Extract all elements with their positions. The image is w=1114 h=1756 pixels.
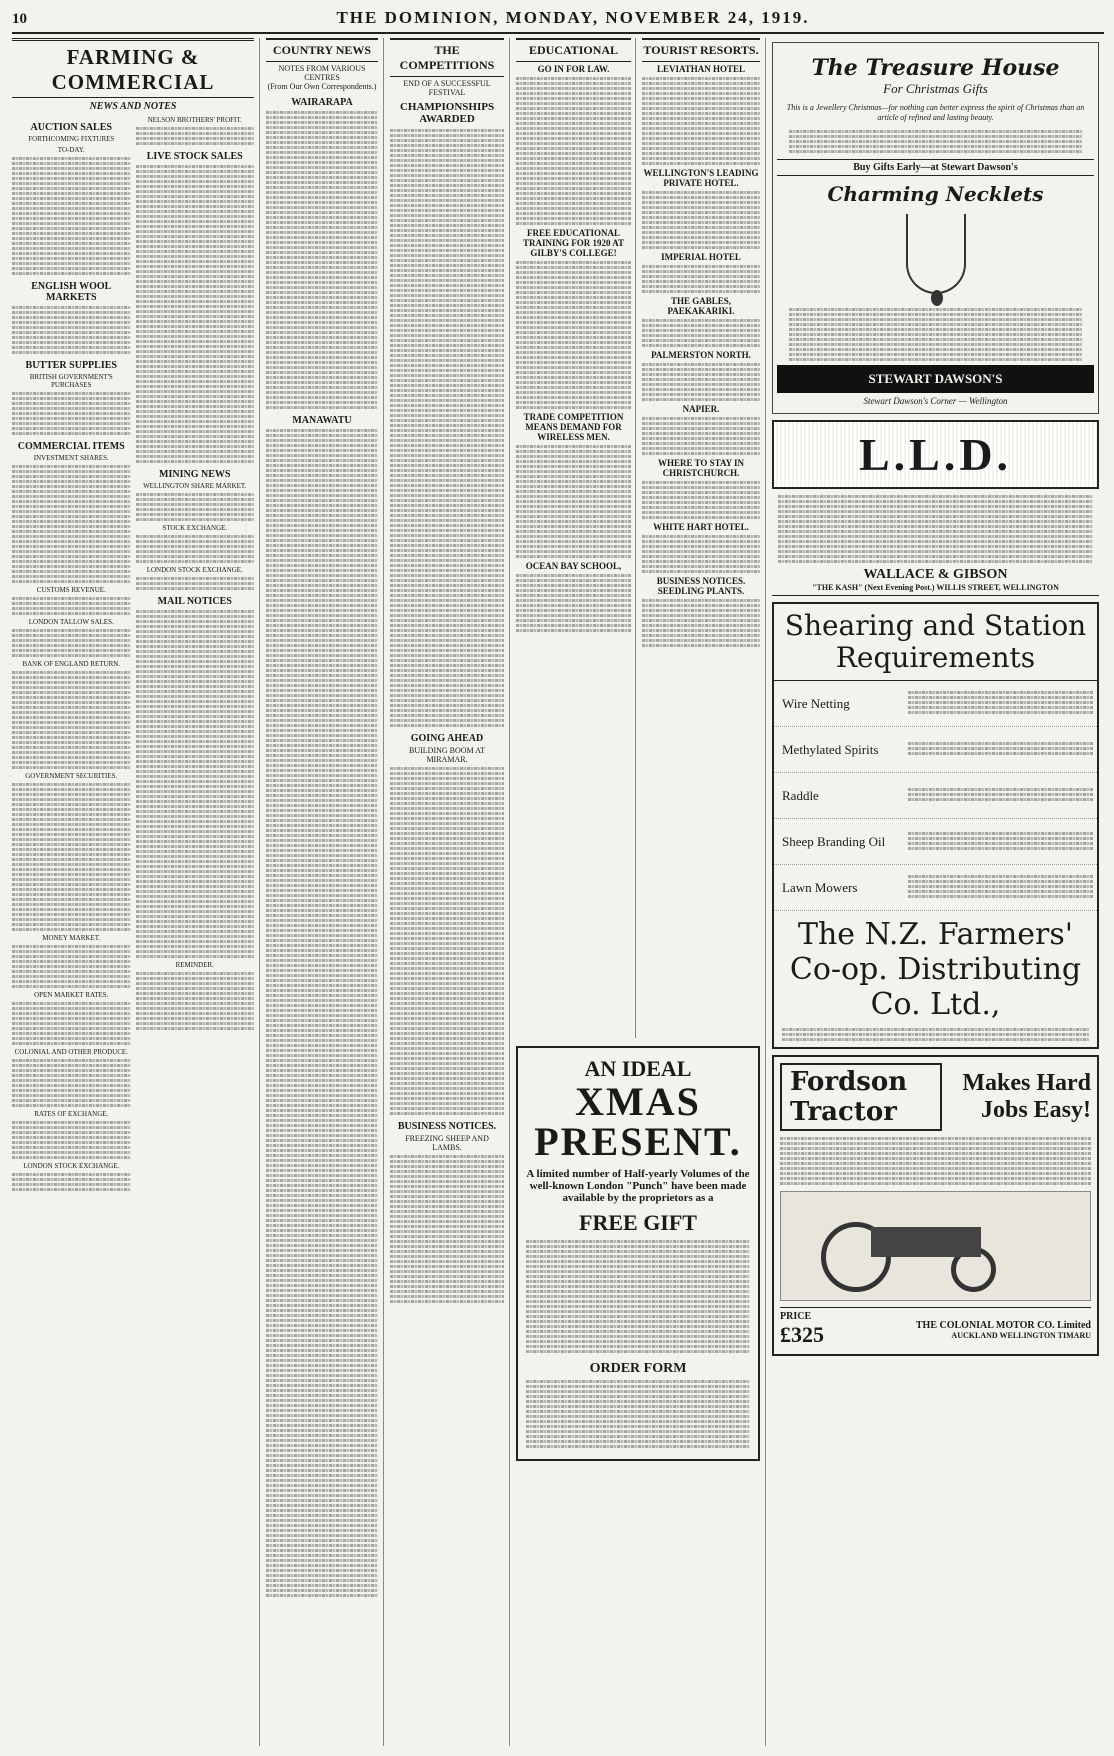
government-head: GOVERNMENT SECURITIES.: [25, 772, 118, 780]
building-boom-head: BUILDING BOOM AT MIRAMAR.: [409, 746, 485, 764]
xmas-punch-text: A limited number of Half-yearly Volumes of the well-known London "Punch" have been made available by the proprietors as a: [526, 1168, 750, 1204]
seedling-head: SEEDLING PLANTS.: [657, 586, 745, 596]
open-market-head: OPEN MARKET RATES.: [34, 991, 109, 999]
competitions-sub: END OF A SUCCESSFUL FESTIVAL: [403, 79, 491, 97]
farming-commercial-column: [12, 38, 260, 1746]
wallace-gibson: WALLACE & GIBSON: [863, 566, 1008, 582]
forthcoming-head: FORTHCOMING FIXTURES: [28, 135, 115, 143]
auction-sales-head: AUCTION SALES: [30, 122, 112, 133]
treasure-house-ad: [772, 42, 1099, 414]
order-form-title: ORDER FORM: [589, 1361, 687, 1376]
country-news-sub: NOTES FROM VARIOUS CENTRES: [278, 64, 366, 82]
item-lawn-mowers: Lawn Mowers: [782, 879, 858, 895]
exchange-head: RATES OF EXCHANGE.: [34, 1110, 109, 1118]
necklace-illustration: [906, 214, 966, 294]
masthead: [12, 8, 1104, 34]
investment-head: INVESTMENT SHARES.: [33, 454, 109, 462]
commercial-items-head: COMMERCIAL ITEMS: [17, 441, 125, 452]
wool-markets-head: ENGLISH WOOL MARKETS: [31, 281, 112, 303]
item-methylated: Methylated Spirits: [782, 741, 879, 757]
treasure-title: The Treasure House: [811, 55, 1060, 81]
christchurch-head: WHERE TO STAY IN CHRISTCHURCH.: [657, 458, 745, 478]
napier-head: NAPIER.: [682, 404, 720, 414]
motor-branches: AUCKLAND WELLINGTON TIMARU: [951, 1330, 1091, 1340]
country-news-from: (From Our Own Correspondents.): [267, 82, 377, 91]
reminder-head: REMINDER.: [175, 961, 214, 969]
fordson-ad: [772, 1055, 1099, 1356]
going-ahead-head: GOING AHEAD: [410, 733, 484, 744]
tallow-head: LONDON TALLOW SALES.: [28, 618, 114, 626]
championships-head: CHAMPIONSHIPS AWARDED: [399, 101, 495, 125]
educational-title: EDUCATIONAL: [516, 38, 631, 62]
shearing-ad: [772, 602, 1099, 1049]
page-number: 10: [12, 11, 27, 27]
stock-exchange-head: LONDON STOCK EXCHANGE.: [23, 1162, 120, 1170]
customs-head: CUSTOMS REVENUE.: [36, 586, 106, 594]
xmas-title: XMAS PRESENT.: [534, 1079, 742, 1164]
palmerston-head: PALMERSTON NORTH.: [651, 350, 751, 360]
business-notices-head: BUSINESS NOTICES.: [397, 1121, 497, 1132]
leviathan-head: LEVIATHAN HOTEL: [656, 64, 746, 74]
country-news-title: COUNTRY NEWS: [266, 38, 378, 62]
price-value: £325: [780, 1322, 824, 1348]
imperial-head: IMPERIAL HOTEL: [661, 252, 741, 262]
manawatu-head: MANAWATU: [292, 415, 352, 426]
competitions-title: THE COMPETITIONS: [390, 38, 504, 77]
tractor-illustration: [780, 1191, 1091, 1301]
price-label: PRICE: [780, 1311, 812, 1323]
tourist-column: [642, 38, 760, 1038]
today-head: TO-DAY.: [57, 146, 85, 154]
live-stock-head: LIVE STOCK SALES: [146, 151, 243, 162]
tourist-title: TOURIST RESORTS.: [642, 38, 760, 62]
stewart-dawson-sub: Stewart Dawson's Corner — Wellington: [863, 395, 1008, 406]
shearing-title: Shearing and Station Requirements: [774, 604, 1097, 681]
treasure-sub: For Christmas Gifts: [883, 81, 988, 96]
free-gift: FREE GIFT: [579, 1210, 697, 1235]
farming-title: FARMING & COMMERCIAL: [12, 38, 254, 98]
wairarapa-head: WAIRARAPA: [291, 97, 353, 108]
xmas-ideal: AN IDEAL: [584, 1056, 692, 1081]
treasure-body: This is a Jewellery Christmas—for nothing can better express the spirit of Christmas than an article of refined and lasting beauty.: [786, 103, 1085, 123]
stock-exchange2-head: STOCK EXCHANGE.: [162, 524, 228, 532]
masthead-title: THE DOMINION, MONDAY, NOVEMBER 24, 1919.: [336, 8, 810, 27]
educational-tourist-block: [516, 38, 766, 1746]
free-education-head: FREE EDUCATIONAL TRAINING FOR 1920 AT GILBY'S COLLEGE!: [522, 228, 625, 258]
lld-ad-title: L.L.D.: [772, 420, 1099, 489]
white-hart-head: WHITE HART HOTEL.: [653, 522, 749, 532]
wireless-head: TRADE COMPETITION MEANS DEMAND FOR WIRELESS MEN.: [523, 412, 624, 442]
colonial-head: COLONIAL AND OTHER PRODUCE.: [14, 1048, 128, 1056]
mining-news-head: MINING NEWS: [159, 469, 231, 480]
butter-sub: BRITISH GOVERNMENT'S PURCHASES: [29, 373, 113, 389]
gables-head: THE GABLES, PAEKAKARIKI.: [667, 296, 735, 316]
go-in-for-law: GO IN FOR LAW.: [537, 64, 610, 74]
charming-necklets: Charming Necklets: [827, 181, 1044, 206]
bank-head: BANK OF ENGLAND RETURN.: [22, 660, 121, 668]
buy-early: Buy Gifts Early—at Stewart Dawson's: [777, 159, 1094, 176]
country-news-column: [266, 38, 384, 1746]
motor-co: THE COLONIAL MOTOR CO. Limited: [915, 1319, 1091, 1331]
item-branding-oil: Sheep Branding Oil: [782, 833, 886, 849]
item-raddle: Raddle: [782, 787, 819, 803]
nelson-head: NELSON BROTHERS' PROFIT.: [147, 116, 242, 124]
wellington-private-head: WELLINGTON'S LEADING PRIVATE HOTEL.: [643, 168, 759, 188]
farming-subtitle: NEWS AND NOTES: [89, 101, 177, 112]
competitions-column: [390, 38, 510, 1746]
butter-supplies-head: BUTTER SUPPLIES: [25, 360, 117, 371]
fordson-logo: Fordson Tractor: [780, 1063, 942, 1131]
wallace-sub: "THE KASH" (Next Evening Post.) WILLIS STREET, WELLINGTON: [772, 583, 1099, 596]
business-notices-head-2: BUSINESS NOTICES.: [656, 576, 746, 586]
item-wire-netting: Wire Netting: [782, 695, 850, 711]
london-exchange-head: LONDON STOCK EXCHANGE.: [146, 566, 243, 574]
xmas-present-ad: [516, 1046, 760, 1461]
nzf-title: The N.Z. Farmers' Co-op. Distributing Co. Ltd.,: [789, 917, 1082, 1023]
mining-sub: WELLINGTON SHARE MARKET.: [143, 482, 247, 490]
tractor-body: [871, 1227, 981, 1257]
stewart-dawson-bar: STEWART DAWSON'S: [777, 365, 1094, 393]
mail-notices-head: MAIL NOTICES: [157, 596, 232, 607]
fordson-tagline: Makes Hard Jobs Easy!: [962, 1070, 1091, 1124]
ads-column: [772, 38, 1104, 1746]
freezing-head: FREEZING SHEEP AND LAMBS.: [405, 1134, 489, 1152]
money-market-head: MONEY MARKET.: [42, 934, 101, 942]
educational-column: [516, 38, 636, 1038]
ocean-bay-head: OCEAN BAY SCHOOL,: [525, 561, 622, 571]
